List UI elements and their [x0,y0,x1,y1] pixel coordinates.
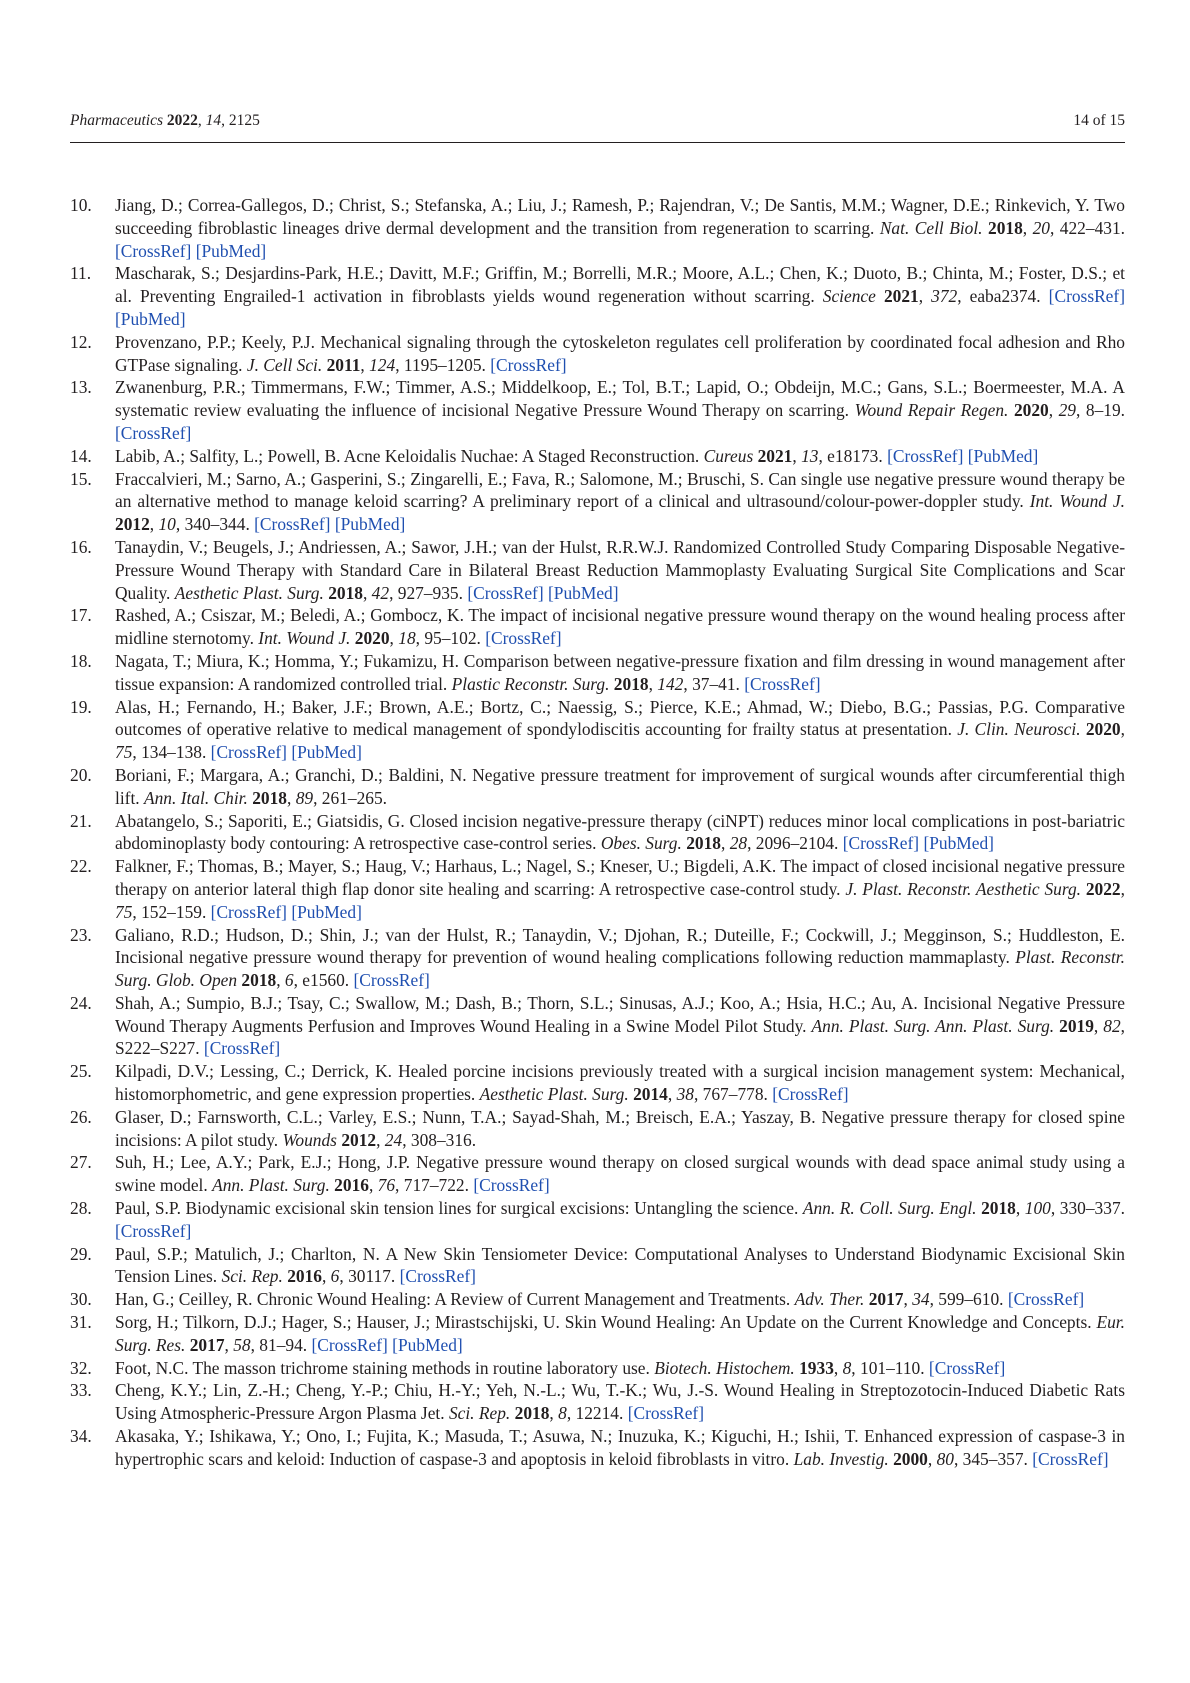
reference-year: 1933 [799,1357,834,1378]
crossref-link[interactable]: [CrossRef] [928,1357,1006,1378]
reference-italic-text: J. Cell Sci. [246,354,323,375]
crossref-link[interactable]: [CrossRef] [203,1038,281,1059]
reference-number: 18. [70,650,92,671]
pubmed-link[interactable]: [PubMed] [291,901,362,922]
crossref-link[interactable]: [CrossRef] [115,1220,192,1241]
reference-italic-text: 75 [115,901,133,922]
reference-text: , 261–265. [313,787,388,808]
reference-italic-text: J. Clin. Neurosci. [957,719,1081,740]
crossref-link[interactable]: [CrossRef] [399,1266,476,1287]
reference-number: 21. [70,810,92,831]
reference-text: Akasaka, Y.; Ishikawa, Y.; Ono, I.; Fujita, K.; Masuda, T.; Asuwa, N.; Inuzuka, K.; Kiguchi, H.; Ishii, T. Enhanced expression of caspase-3 in hypertrophic scars and keloid: Induction of caspase-3 and apoptosis in keloid fibroblasts in vitro. [115,1426,1125,1469]
reference-item [70,855,1125,923]
reference-number: 32. [70,1357,92,1378]
reference-italic-text: 8 [558,1403,567,1424]
reference-italic-text: Adv. Ther. [794,1289,865,1310]
reference-text: , [648,673,658,694]
reference-number: 30. [70,1289,92,1310]
reference-italic-text: Aesthetic Plast. Surg. [174,582,324,603]
reference-text: , 81–94. [250,1334,312,1355]
reference-text: , 422–431. [1049,217,1126,238]
reference-text: Fraccalvieri, M.; Sarno, A.; Gasperini, S.; Zingarelli, E.; Fava, R.; Salomone, M.; Bruschi, S. Can single use negative pressure wound therapy be an alternative method to manage keloid scarring? A preliminary report of a clinical and ultrasound/colour-power-doppler study. [115,468,1125,512]
reference-text: , [149,514,159,535]
reference-text: , e18173. [818,445,888,466]
reference-year: 2018 [981,1198,1016,1219]
reference-text: , [549,1403,559,1424]
pubmed-link[interactable]: [PubMed] [967,445,1039,466]
reference-italic-text: 75 [115,742,133,763]
reference-item [70,764,1125,810]
reference-item [70,194,1125,262]
reference-text: Nagata, T.; Miura, K.; Homma, Y.; Fukamizu, H. Comparison between negative-pressure fixation and film dressing in wound management after tissue expansion: A randomized controlled trial. [115,650,1125,694]
reference-text: Boriani, F.; Margara, A.; Granchi, D.; Baldini, N. Negative pressure treatment for improvement of surgical wounds after circumferential thigh lift. [115,764,1125,808]
reference-text: , [667,1084,677,1105]
reference-italic-text: 29 [1058,400,1076,421]
reference-text: , [903,1289,913,1310]
reference-number: 10. [70,195,92,215]
journal-volume: 14 [205,112,222,129]
reference-text: Abatangelo, S.; Saporiti, E.; Giatsidis, G. Closed incision negative-pressure therapy (ciNPT) reduces minor local complications in post-bariatric abdominoplasty body contouring: A retrospective case-control series. [115,810,1125,854]
reference-text: , 345–357. [953,1448,1033,1469]
reference-italic-text: J. Plast. Reconstr. Aesthetic Surg. [845,878,1082,899]
reference-text: , [1015,1198,1025,1219]
reference-year: 2017 [868,1289,904,1310]
crossref-link[interactable]: [CrossRef] [115,422,192,443]
reference-item [70,1357,1125,1380]
reference-text: Cheng, K.Y.; Lin, Z.-H.; Cheng, Y.-P.; Chiu, H.-Y.; Yeh, N.-L.; Wu, T.-K.; Wu, J.-S. Wound Healing in Streptozotocin-Induced Diabetic Rats Using Atmospheric-Pressure Argon Plasma Jet. [115,1380,1125,1424]
reference-item [70,1106,1125,1152]
pubmed-link[interactable]: [PubMed] [548,582,619,603]
reference-italic-text: 80 [936,1448,954,1469]
reference-item [70,1311,1125,1357]
crossref-link[interactable]: [CrossRef] [210,901,287,922]
reference-number: 33. [70,1380,92,1401]
reference-item [70,1425,1125,1471]
reference-number: 31. [70,1312,92,1333]
crossref-link[interactable]: [CrossRef] [887,445,964,466]
reference-number: 25. [70,1061,92,1082]
reference-number: 26. [70,1106,92,1127]
reference-year: 2017 [189,1334,225,1355]
crossref-link[interactable]: [CrossRef] [210,742,287,763]
reference-item [70,1288,1125,1311]
crossref-link[interactable]: [CrossRef] [311,1334,388,1355]
reference-item [70,924,1125,992]
crossref-link[interactable]: [CrossRef] [1048,286,1125,307]
crossref-link[interactable]: [CrossRef] [473,1175,550,1196]
reference-italic-text: Biotech. Histochem. [654,1357,795,1378]
reference-italic-text: 6 [284,970,294,991]
reference-text: , [362,582,372,603]
reference-year: 2018 [328,582,363,603]
reference-italic-text: Wounds [282,1129,337,1150]
reference-text: , 308–316. [402,1129,477,1150]
crossref-link[interactable]: [CrossRef] [485,628,562,649]
reference-text: Labib, A.; Salfity, L.; Powell, B. Acne Keloidalis Nuchae: A Staged Reconstruction. [115,445,704,466]
reference-italic-text: Sci. Rep. [221,1266,283,1287]
reference-text: , 8–19. [1076,400,1125,421]
crossref-link[interactable]: [CrossRef] [627,1403,705,1424]
reference-number: 22. [70,856,92,877]
reference-italic-text: Nat. Cell Biol. [879,217,983,238]
pubmed-link[interactable]: [PubMed] [291,742,362,763]
reference-item [70,536,1125,604]
reference-text: Tanaydin, V.; Beugels, J.; Andriessen, A.; Sawor, J.H.; van der Hulst, R.R.W.J. Randomized Controlled Study Comparing Disposable Negative-Pressure Wound Therapy with Standard Care in Bilateral Breast Reduction Mammoplasty Evaluating Surgical Site Complications and Scar Quality. [115,536,1125,603]
reference-text: , 717–722. [395,1175,474,1196]
reference-text: , [1120,719,1125,740]
reference-text [876,286,884,306]
reference-text: , 37–41. [683,673,745,694]
crossref-link[interactable]: [CrossRef] [467,582,544,603]
reference-text: , 927–935. [389,582,468,603]
reference-italic-text: 6 [330,1266,340,1287]
reference-italic-text: Ann. R. Coll. Surg. Engl. [802,1198,977,1219]
reference-italic-text: 10 [158,514,176,535]
crossref-link[interactable]: [CrossRef] [744,673,821,694]
reference-text: , [376,1129,385,1150]
crossref-link[interactable]: [CrossRef] [842,833,920,854]
reference-number: 12. [70,331,92,352]
journal-name: Pharmaceutics [70,112,163,129]
reference-text: , [833,1357,843,1378]
reference-italic-text: Plastic Reconstr. Surg. [451,673,610,694]
reference-year: 2018 [686,833,721,854]
reference-text: Glaser, D.; Farnsworth, C.L.; Varley, E.S.; Nunn, T.A.; Sayad-Shah, M.; Breisch, E.A.; Yaszay, B. Negative pressure therapy for closed spine incisions: A pilot study. [115,1106,1125,1150]
reference-italic-text: Sci. Rep. [448,1403,511,1424]
reference-year: 2018 [241,970,277,991]
reference-item [70,650,1125,696]
reference-italic-text: 18 [398,628,416,649]
reference-number: 24. [70,992,92,1013]
reference-italic-text: Ann. Plast. Surg. [212,1175,330,1196]
crossref-link[interactable]: [CrossRef] [772,1084,849,1105]
reference-year: 2018 [514,1403,550,1424]
reference-item [70,810,1125,856]
reference-text: , [721,833,730,854]
reference-year: 2018 [988,217,1023,238]
pubmed-link[interactable]: [PubMed] [392,1334,463,1355]
reference-italic-text: 42 [371,582,390,603]
reference-number: 34. [70,1426,92,1447]
reference-year: 2019 [1059,1015,1094,1036]
pubmed-link[interactable]: [PubMed] [115,308,186,329]
reference-text: , [1120,878,1125,899]
reference-year: 2018 [613,673,649,694]
reference-text: , 152–159. [132,901,211,922]
reference-italic-text: Int. Wound J. [1029,491,1125,512]
reference-year: 2018 [252,787,287,808]
reference-text: , 30117. [339,1266,400,1287]
reference-text: Galiano, R.D.; Hudson, D.; Shin, J.; van der Hulst, R.; Tanaydin, V.; Djohan, R.; Duteille, F.; Cockwill, J.; Megginson, S.; Huddleston, E. Incisional negative pressure wound therapy for prevention of wound healing complications following reduction mammaplasty. [115,924,1125,968]
reference-list [70,194,1125,1471]
reference-text: , [918,286,932,307]
reference-number: 23. [70,924,92,945]
reference-year: 2020 [1013,400,1049,421]
reference-italic-text: 142 [657,673,684,694]
reference-number: 11. [70,263,92,284]
journal-year: 2022 [166,112,198,129]
reference-year: 2012 [341,1129,377,1150]
reference-text: , eaba2374. [957,286,1049,307]
reference-italic-text: Aesthetic Plast. Surg. [479,1084,629,1105]
reference-text: Alas, H.; Fernando, H.; Baker, J.F.; Brown, A.E.; Bortz, C.; Naessig, S.; Pierce, K.E.; Ahmad, W.; Diebo, B.G.; Passias, P.G. Comparative outcomes of operative relative to medical management of spondylodiscitis accounting for frailty status at presentation. [115,696,1125,740]
reference-italic-text: 100 [1024,1198,1051,1219]
reference-text: , [224,1334,234,1355]
reference-number: 19. [70,696,92,717]
reference-item [70,992,1125,1060]
reference-number: 20. [70,764,92,785]
reference-text: Provenzano, P.P.; Keely, P.J. Mechanical signaling through the cytoskeleton regulates cell proliferation by coordinated focal adhesion and Rho GTPase signaling. [115,331,1125,375]
crossref-link[interactable]: [CrossRef] [1032,1448,1109,1469]
reference-italic-text: 20 [1032,217,1050,238]
reference-year: 2016 [287,1266,322,1287]
reference-italic-text: 38 [676,1084,694,1105]
reference-text: , 340–344. [175,514,255,535]
reference-italic-text: Wound Repair Regen. [854,400,1009,421]
reference-text: Han, G.; Ceilley, R. Chronic Wound Healing: A Review of Current Management and Treatments. [115,1289,795,1310]
reference-text: Suh, H.; Lee, A.Y.; Park, E.J.; Hong, J.P. Negative pressure wound therapy on closed surgical wounds with dead space animal study using a swine model. [115,1152,1125,1196]
reference-italic-text: 28 [729,833,748,854]
reference-text: , [927,1448,937,1469]
reference-number: 28. [70,1198,92,1219]
reference-text: , 134–138. [132,742,211,763]
reference-text: Mascharak, S.; Desjardins-Park, H.E.; Davitt, M.F.; Griffin, M.; Borrelli, M.R.; Moore, A.L.; Chen, K.; Duoto, B.; Chinta, M.; Foster, D.S.; et al. Preventing Engrailed-1 activation in fibroblasts yields wound regeneration without scarring. [115,263,1125,307]
reference-item [70,468,1125,536]
reference-text: , 12214. [566,1403,628,1424]
reference-text: , e1560. [293,970,354,991]
reference-text: , 599–610. [929,1289,1008,1310]
reference-text: , [1048,400,1059,421]
reference-text: Kilpadi, D.V.; Lessing, C.; Derrick, K. Healed porcine incisions previously treated with a surgical incision management system: Mechanical, histomorphometric, and gene expression properties. [115,1061,1125,1105]
reference-text: , S222–S227. [115,1015,1126,1059]
reference-year: 2020 [1085,719,1121,740]
reference-item [70,1197,1125,1243]
reference-item [70,445,1125,468]
reference-number: 16. [70,536,92,557]
reference-text: , 101–110. [851,1357,929,1378]
reference-italic-text: Ann. Ital. Chir. [143,787,248,808]
article-number: , 2125 [221,112,260,129]
reference-text: , [360,354,370,375]
reference-year: 2022 [1085,878,1121,899]
reference-italic-text: 24 [384,1129,403,1150]
reference-text: , 767–778. [693,1084,773,1105]
reference-year: 2020 [354,628,390,649]
crossref-link[interactable]: [CrossRef] [353,970,430,991]
running-header [70,108,1125,143]
reference-italic-text: 58 [233,1334,251,1355]
reference-italic-text: 76 [377,1175,396,1196]
reference-number: 15. [70,468,92,489]
reference-italic-text: 372 [931,286,958,307]
reference-item [70,1243,1125,1289]
reference-item [70,331,1125,377]
reference-text: , [389,628,399,649]
reference-italic-text: 8 [842,1357,852,1378]
reference-text: , 1195–1205. [395,354,491,375]
reference-italic-text: Int. Wound J. [258,628,351,649]
reference-item [70,696,1125,764]
reference-item [70,262,1125,330]
reference-text: , [321,1266,331,1287]
reference-year: 2000 [893,1448,928,1469]
reference-number: 17. [70,605,92,626]
pubmed-link[interactable]: [PubMed] [334,514,406,535]
reference-text: Paul, S.P. Biodynamic excisional skin tension lines for surgical excisions: Untangling the science. [115,1198,803,1219]
reference-italic-text: 124 [369,354,396,375]
reference-item [70,604,1125,650]
reference-text: Zwanenburg, P.R.; Timmermans, F.W.; Timmer, A.S.; Middelkoop, E.; Tol, B.T.; Lapid, O.; Obdeijn, M.C.; Gans, S.L.; Boermeester, M.A. A systematic review evaluating the influence of incisional Negative Pressure Wound Therapy on scarring. [115,377,1125,421]
reference-italic-text: 82 [1103,1015,1121,1036]
reference-text: , [368,1175,378,1196]
pubmed-link[interactable]: [PubMed] [195,240,267,261]
reference-year: 2016 [334,1175,369,1196]
reference-item [70,1379,1125,1425]
reference-italic-text: Eur. Surg. Res. [115,1312,1125,1355]
reference-item [70,376,1125,444]
reference-text: , 2096–2104. [747,833,843,854]
reference-year: 2012 [115,514,150,535]
crossref-link[interactable]: [CrossRef] [254,514,331,535]
reference-italic-text: 34 [912,1289,930,1310]
reference-italic-text: 13 [801,445,819,466]
reference-text: Paul, S.P.; Matulich, J.; Charlton, N. A New Skin Tensiometer Device: Computational Analyses to Understand Biodynamic Excisional Skin Tension Lines. [115,1243,1125,1287]
reference-item [70,1151,1125,1197]
reference-text: , [1022,217,1033,238]
reference-text: , [1093,1015,1104,1036]
reference-italic-text: Ann. Plast. Surg. Ann. Plast. Surg. [811,1015,1055,1036]
reference-number: 29. [70,1243,92,1264]
reference-italic-text: Lab. Investig. [793,1448,889,1469]
reference-italic-text: 89 [295,787,314,808]
crossref-link[interactable]: [CrossRef] [115,240,192,261]
reference-year: 2021 [883,286,919,307]
reference-year: 2011 [326,354,361,375]
reference-year: 2021 [757,445,793,466]
reference-year: 2014 [633,1084,668,1105]
reference-italic-text: Obes. Surg. [600,833,682,854]
reference-item [70,1060,1125,1106]
crossref-link[interactable]: [CrossRef] [1007,1289,1085,1310]
reference-number: 27. [70,1152,92,1173]
reference-text: Jiang, D.; Correa-Gallegos, D.; Christ, S.; Stefanska, A.; Liu, J.; Ramesh, P.; Rajendran, V.; De Santis, M.M.; Wagner, D.E.; Rinkevich, Y. Two succeeding fibroblastic lineages drive dermal development and the transition from regeneration to scarring. [115,195,1125,238]
reference-text: , [276,970,285,991]
reference-text: Foot, N.C. The masson trichrome staining methods in routine laboratory use. [115,1357,655,1378]
reference-text: Rashed, A.; Csiszar, M.; Beledi, A.; Gombocz, K. The impact of incisional negative pressure wound therapy on the wound healing process after midline sternotomy. [115,605,1125,649]
reference-italic-text: Plast. Reconstr. Surg. Glob. Open [115,947,1125,991]
reference-text: , 95–102. [415,628,486,649]
page-number: 14 of 15 [1073,112,1125,129]
journal-citation: Pharmaceutics 2022, 14, 2125 [70,112,260,129]
reference-text: Shah, A.; Sumpio, B.J.; Tsay, C.; Swallow, M.; Dash, B.; Thorn, S.L.; Sinusas, A.J.; Koo, A.; Hsia, H.C.; Au, A. Incisional Negative Pressure Wound Therapy Augments Perfusion and Improves Wound Healing in a Swine Model Pilot Study. [115,992,1125,1036]
reference-text: , [792,445,802,466]
reference-text: , [287,787,296,808]
reference-text: Falkner, F.; Thomas, B.; Mayer, S.; Haug, V.; Harhaus, L.; Nagel, S.; Kneser, U.; Bigdeli, A.K. The impact of closed incisional negative pressure therapy on anterior lateral thigh flap donor site healing and scarring: A retrospective case-control study. [115,856,1125,899]
reference-italic-text: Science [822,286,876,307]
pubmed-link[interactable]: [PubMed] [923,833,994,854]
reference-number: 14. [70,445,92,466]
reference-number: 13. [70,377,92,398]
reference-text: Sorg, H.; Tilkorn, D.J.; Hager, S.; Hauser, J.; Mirastschijski, U. Skin Wound Healing: An Update on the Current Knowledge and Concepts. [115,1312,1097,1333]
reference-text: , 330–337. [1050,1198,1125,1219]
reference-italic-text: Cureus [703,445,754,466]
crossref-link[interactable]: [CrossRef] [490,354,567,375]
